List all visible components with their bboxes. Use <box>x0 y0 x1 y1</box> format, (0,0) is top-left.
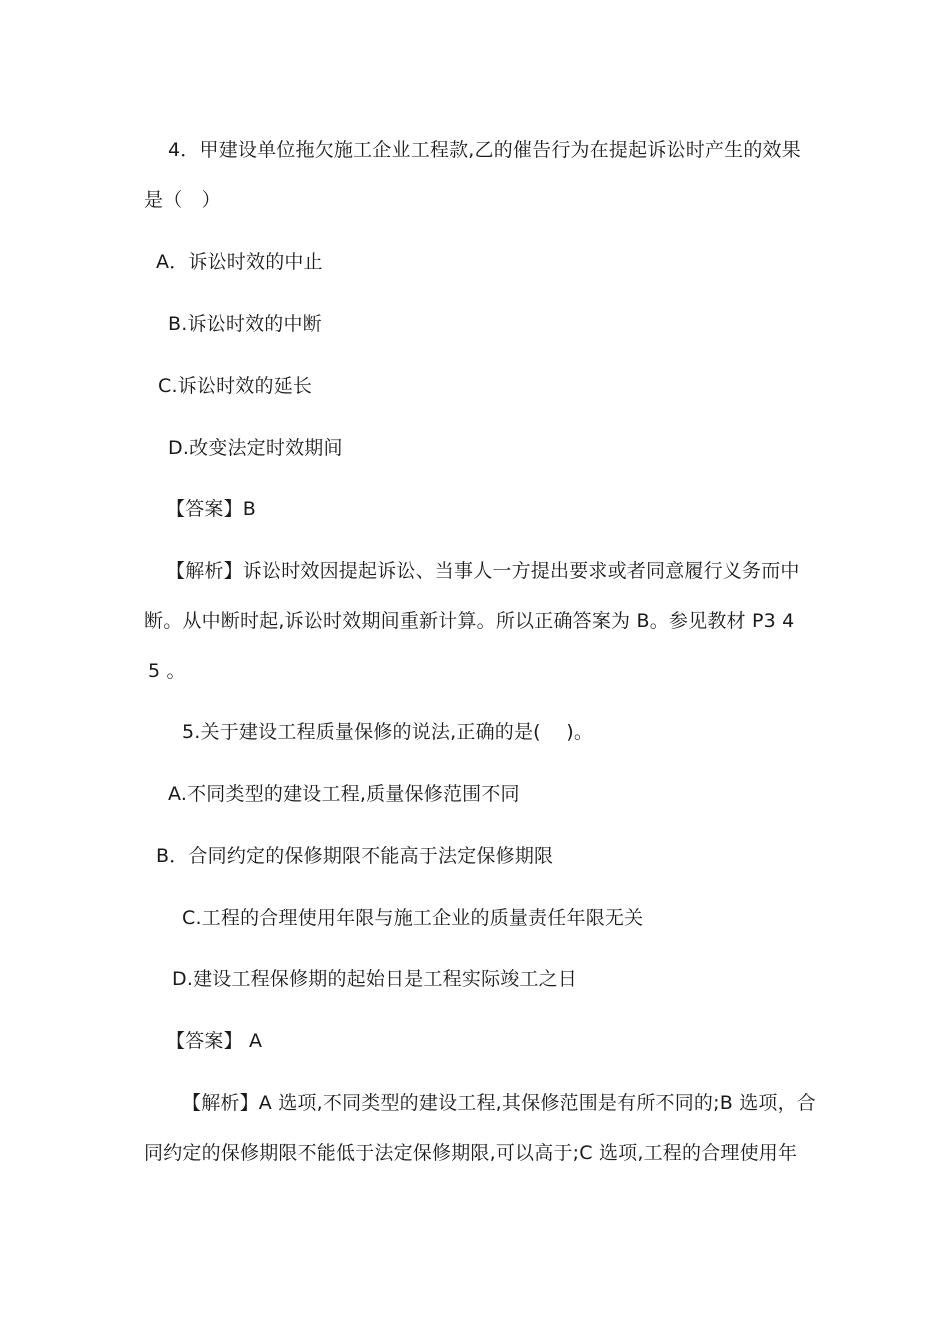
q4-stem-line2: 是（ ） <box>144 189 221 211</box>
q4-answer: 【答案】B <box>166 498 257 520</box>
q5-analysis-line1: 【解析】A 选项,不同类型的建设工程,其保修范围是有所不同的;B 选项，合 <box>182 1092 816 1114</box>
q4-option-c: C.诉讼时效的延长 <box>158 375 313 397</box>
q4-option-d: D.改变法定时效期间 <box>168 437 343 459</box>
q5-analysis-line2: 同约定的保修期限不能低于法定保修期限,可以高于;C 选项,工程的合理使用年 <box>144 1142 798 1164</box>
q4-option-b: B.诉讼时效的中断 <box>168 313 322 335</box>
q5-option-d: D.建设工程保修期的起始日是工程实际竣工之日 <box>172 968 578 990</box>
q4-option-a: A．诉讼时效的中止 <box>156 251 323 273</box>
q5-answer: 【答案】 A <box>166 1030 263 1052</box>
q5-stem: 5.关于建设工程质量保修的说法,正确的是( )。 <box>182 721 594 743</box>
q5-option-a: A.不同类型的建设工程,质量保修范围不同 <box>168 783 520 805</box>
q5-option-c: C.工程的合理使用年限与施工企业的质量责任年限无关 <box>182 907 644 929</box>
q4-stem-line1: 4．甲建设单位拖欠施工企业工程款,乙的催告行为在提起诉讼时产生的效果 <box>168 139 801 161</box>
q4-analysis-line1: 【解析】诉讼时效因提起诉讼、当事人一方提出要求或者同意履行义务而中 <box>166 560 800 582</box>
q4-analysis-line2: 断。从中断时起,诉讼时效期间重新计算。所以正确答案为 B。参见教材 P3 4 <box>144 610 795 632</box>
q4-analysis-line3: 5 。 <box>148 660 186 682</box>
q5-option-b: B．合同约定的保修期限不能高于法定保修期限 <box>156 845 554 867</box>
